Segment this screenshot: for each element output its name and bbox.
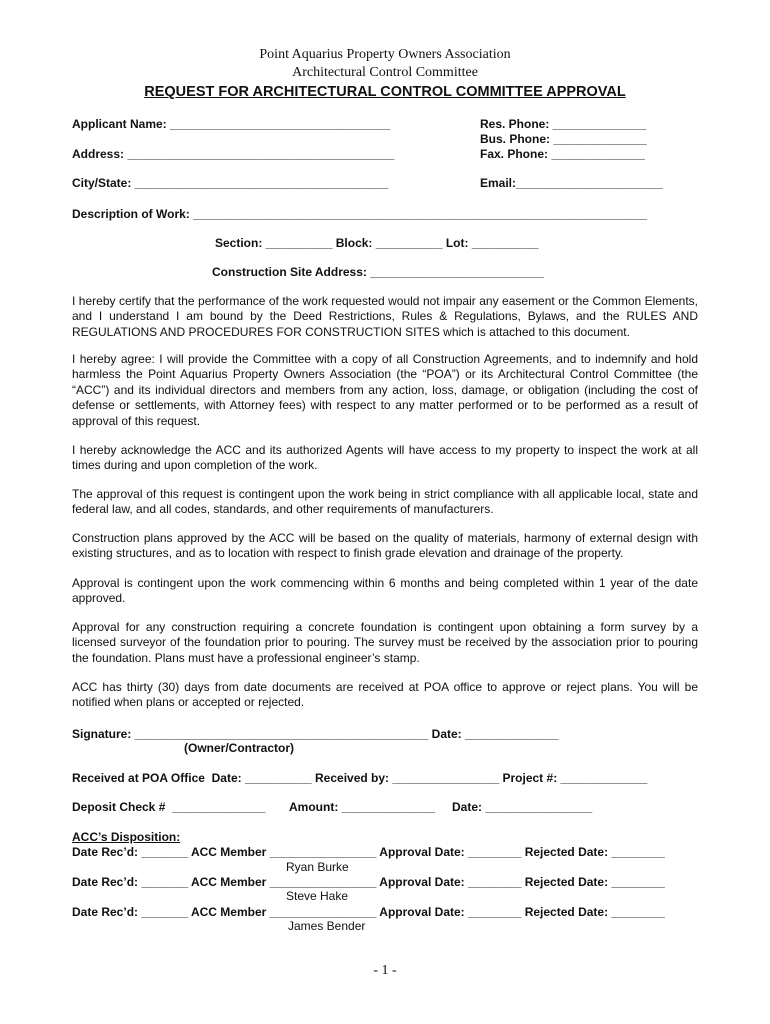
disposition-heading: ACC’s Disposition: (72, 830, 181, 844)
amount-field[interactable]: Amount: ______________ (289, 800, 436, 814)
plans-paragraph: Construction plans approved by the ACC will be based on the quality of materials, harmony of external design with existing structures, and as to location with respect to finish grade elevation and drainage of the property. (72, 531, 698, 561)
description-field[interactable]: Description of Work: ____________________________________________________________________ (72, 207, 647, 221)
foundation-paragraph: Approval for any construction requiring a concrete foundation is contingent upon obtaining a form survey by a licensed surveyor of the foundation prior to pouring. The survey must be received by the association prior to pouring the foundation. Plans must have a professional engineer’s stamp. (72, 620, 698, 665)
compliance-paragraph: The approval of this request is contingent upon the work being in strict compliance with all applicable local, state and federal law, and all codes, standards, and other requirements of manufacturers. (72, 487, 698, 517)
form-title: REQUEST FOR ARCHITECTURAL CONTROL COMMITTEE APPROVAL (144, 84, 626, 100)
city-state-field[interactable]: City/State: ______________________________________ (72, 176, 389, 190)
bus-phone-field[interactable]: Bus. Phone: ______________ (480, 132, 647, 146)
signature-caption: (Owner/Contractor) (184, 741, 295, 755)
deposit-date-field[interactable]: Date: ________________ (452, 800, 593, 814)
res-phone-field[interactable]: Res. Phone: ______________ (480, 117, 647, 131)
deposit-check-field[interactable]: Deposit Check # ______________ (72, 800, 266, 814)
review-period-paragraph: ACC has thirty (30) days from date documents are received at POA office to approve or reject plans. You will be notified when plans or accepted or rejected. (72, 680, 698, 710)
timeline-paragraph: Approval is contingent upon the work commencing within 6 months and being completed within 1 year of the date approved. (72, 576, 698, 606)
applicant-name-field[interactable]: Applicant Name: _________________________________ (72, 117, 391, 131)
committee-name: Architectural Control Committee (292, 65, 478, 80)
org-name: Point Aquarius Property Owners Association (259, 47, 511, 62)
disposition-row[interactable]: Date Rec’d: _______ ACC Member ________________ Approval Date: ________ Rejected Date: ________ (72, 845, 665, 859)
site-address-field[interactable]: Construction Site Address: __________________________ (212, 265, 544, 279)
received-line[interactable]: Received at POA Office Date: __________ Received by: ________________ Project #: _____________ (72, 771, 648, 785)
acc-member-name: Steve Hake (286, 889, 349, 903)
acc-member-name: Ryan Burke (286, 860, 349, 874)
section-block-lot-field[interactable]: Section: __________ Block: __________ Lot: __________ (215, 236, 539, 250)
disposition-row[interactable]: Date Rec’d: _______ ACC Member ________________ Approval Date: ________ Rejected Date: ________ (72, 905, 665, 919)
email-field[interactable]: Email:______________________ (480, 176, 663, 190)
certify-paragraph: I hereby certify that the performance of the work requested would not impair any easement or the Common Elements, and I understand I am bound by the Deed Restrictions, Rules & Regulations, Bylaws, and the RULES AND REGULATIONS AND PROCEDURES FOR CONSTRUCTION SITES which is attached to this document. (72, 294, 698, 339)
signature-field[interactable]: Signature: ____________________________________________ Date: ______________ (72, 727, 559, 741)
acc-member-name: James Bender (288, 919, 366, 933)
page-number: - 1 - (373, 963, 397, 978)
address-field[interactable]: Address: ________________________________________ (72, 147, 395, 161)
fax-phone-field[interactable]: Fax. Phone: ______________ (480, 147, 645, 161)
agree-paragraph: I hereby agree: I will provide the Committee with a copy of all Construction Agreements, and to indemnify and hold harmless the Point Aquarius Property Owners Association (the “POA”) or its Architectural Control Committee (the “ACC”) and its individual directors and members from any action, loss, damage, or obligation (including the cost of defense or settlements, with Attorney fees) with respect to any matter performed or to be performed as a result of approval of this request. (72, 352, 698, 428)
disposition-row[interactable]: Date Rec’d: _______ ACC Member ________________ Approval Date: ________ Rejected Date: ________ (72, 875, 665, 889)
acknowledge-paragraph: I hereby acknowledge the ACC and its authorized Agents will have access to my property to inspect the work at all times during and upon completion of the work. (72, 443, 698, 473)
